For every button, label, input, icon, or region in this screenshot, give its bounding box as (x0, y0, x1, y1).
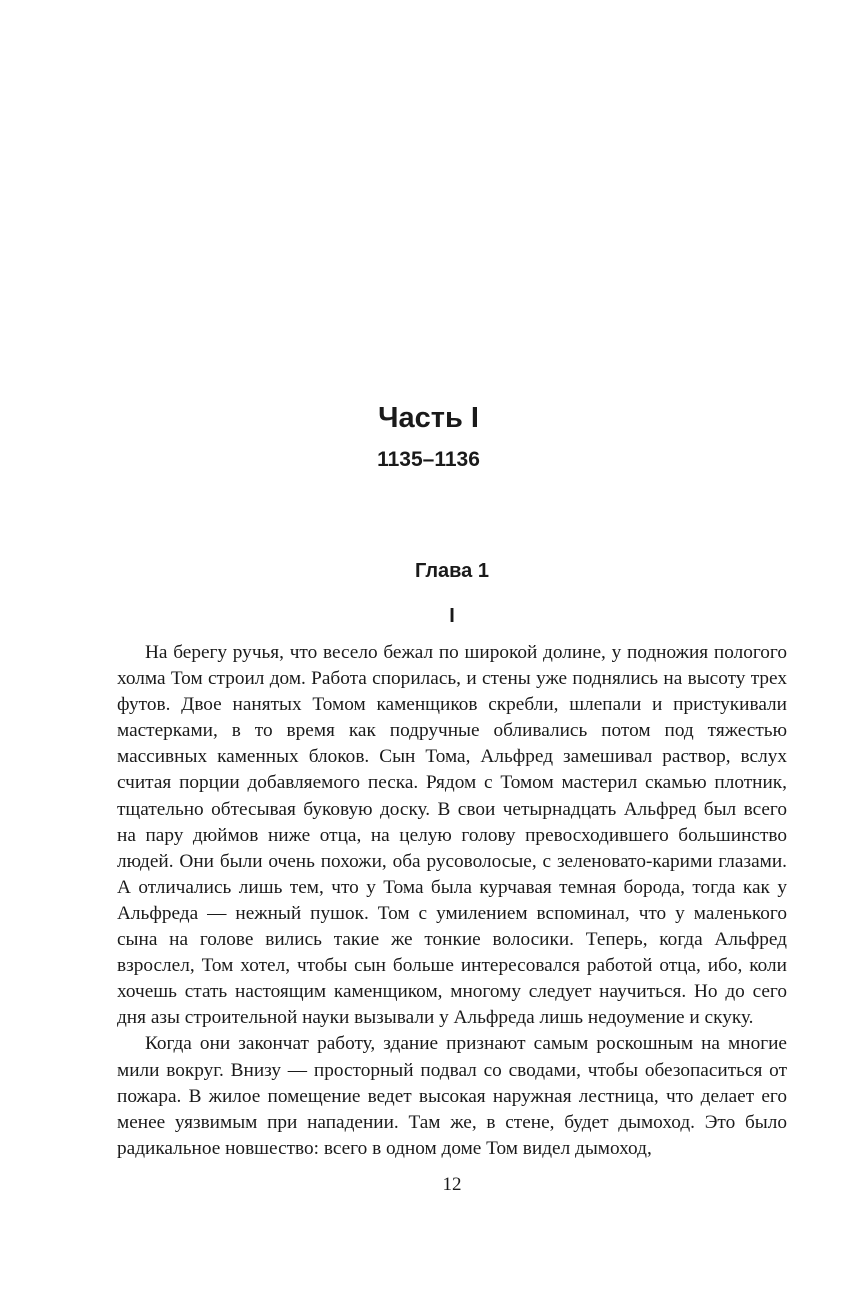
paragraph-1: На берегу ручья, что весело бежал по широкой долине, у подножия пологого холма Том строил дом. Работа спорилась, и стены уже поднялись на высоту трех футов. Двое нанятых Томом каменщиков скребли, шлепали и пристукивали мастерками, в то время как подручные обливались потом под тяжестью массивных каменных блоков. Сын Тома, Альфред замешивал раствор, вслух считая порции добавляемого песка. Рядом с Томом мастерил скамью плотник, тщательно обтесывая буковую доску. В свои четырнадцать Альфред был всего на пару дюймов ниже отца, на целую голову превосходившего большинство людей. Они были очень похожи, оба русоволосые, с зеленовато-карими глазами. А отличались лишь тем, что у Тома была курчавая темная борода, тогда как у Альфреда — нежный пушок. Том с умилением вспоминал, что у маленького сына на голове вились такие же тонкие волосики. Теперь, когда Альфред взрослел, Том хотел, чтобы сын больше интересовался работой отца, ибо, коли хочешь стать настоящим каменщиком, многому следует научиться. Но до сего дня азы строительной науки вызывали у Альфреда лишь недоумение и скуку. (117, 642, 787, 1029)
chapter-title: Глава 1 (414, 560, 489, 582)
paragraph-2: Когда они закончат работу, здание признают самым роскошным на многие мили вокруг. Внизу — просторный подвал со сводами, чтобы обезопаситься от пожара. В жилое помещение ведет высокая наружная лестница, что делает его менее уязвимым при нападении. Там же, в стене, будет дымоход. Это было радикальное новшество: всего в одном доме Том видел дымоход, (117, 1033, 787, 1159)
part-years: 1135–1136 (377, 448, 480, 471)
part-title: Часть I (378, 402, 479, 434)
body-text (117, 640, 787, 1162)
section-numeral: I (449, 605, 455, 627)
page-number: 12 (442, 1174, 462, 1195)
